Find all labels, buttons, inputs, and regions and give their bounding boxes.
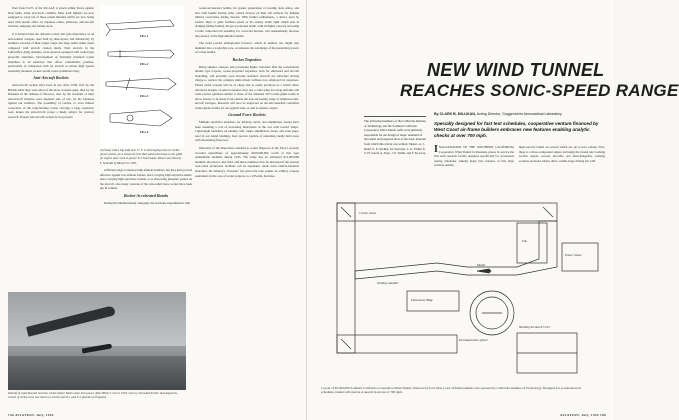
- article-subhead: Specially designed for fast test schedules, cooperative venture financed by West Coast air-frame builders embraces new features enabling analytic checks at over 700 mph.: [434, 121, 599, 138]
- section-heading: Anti-Aircraft Rockets: [33, 75, 69, 81]
- left-column-2: [195, 6, 299, 410]
- figure-label: FIG-2: [140, 62, 149, 66]
- page-footer: AVIATION, July, 1945 186: [560, 413, 606, 417]
- diagram-label: Model: [477, 263, 486, 267]
- figure-label: FIG-4: [140, 130, 149, 134]
- credits-sidebar: [364, 116, 426, 156]
- figure-label: FIG-3: [140, 94, 149, 98]
- left-column-1: [8, 6, 94, 288]
- wind-tunnel-diagram: [317, 183, 607, 408]
- figure-label: FIG-1: [140, 34, 149, 38]
- paragraph: fired from P-47's of the 9th AAF, it struck telling blows against Nazi tanks, trains and truck columns. Most AAF fighters are now equipped to carry ten of these potent missiles which are now being used with deadly effect on Japanese armor, pillboxes, anti-aircraft batteries, shipping and rolling stock.: [8, 6, 94, 29]
- left-page: [0, 0, 307, 420]
- page-footer: 156 AVIATION, July, 1945: [8, 413, 54, 417]
- drop-cap: I: [434, 144, 438, 155]
- right-column-3: [519, 145, 605, 183]
- diagram-label: Fan: [522, 239, 528, 243]
- paragraph: rocket-accelerated bombs, for greater penetration of warship deck armor, and also with bombs having radio control devices on their tail surfaces for making limited corrections during descent. With further refinements, a device used by surface ships to glide bombers (such as the enemy bomb sight which aids in dodging falling bombs), the jet-accelerated bomb, with its higher velocity and using a radio controlled tail assembly for corrected descent, will tremendously increase the potency of the high altitude bomber.: [195, 6, 299, 38]
- credits-text: The following members of the California Institute of Technology and the Southern California Cooperative Wind Tunnel staffs were primarily responsible for the design of major elements of the tunnel and prepared most of the basic material from which this article was written: Messrs. A. L. Klein, E. E. Sechler, M. Serrurier, L. G. Fisher, E. V. H. Sorell, A. Fejer, J. E. Smith, and F. M. Gray.: [364, 119, 426, 156]
- paragraph: NAUGURATION OF THE SOUTHERN CALIFORNIA Cooperative Wind Tunnel in Pasadena places in service the first such research facility designed specifically for accelerated testing schedules. Among many new features of this large variable-density,: [434, 145, 514, 168]
- right-column-2: [434, 145, 514, 183]
- diagram-caption: Layout of $3,500,000 Southern California Cooperative Wind Tunnel, financed by four West Coast airframe builders and operated by California Institute of Technology. Designed for accelerated test schedules, tunnel will operate at speeds in excess of 700 mph.: [321, 386, 582, 395]
- figure-caption: Germany had a big lead over U. S. in developing anti-air rocket power plants, as is shown by this Nazi patent drawing on the glide jet engine later used to power P-1 Nazi bomb. Patent was filed by F. Schmidt of Munich in 1931.: [100, 148, 183, 165]
- author-role: Acting Director, Guggenheim Aeronautical Laboratory: [476, 112, 562, 116]
- photo-caption: Takeoff of experimental German rocket before Nazis came into power. After Hitler's rise in 1933, secrecy shrouded further developments, results of which were not shown to world until P-1 and F-2 attacks on England.: [8, 391, 178, 400]
- paragraph: sufficient range to menace high altitude bombers, but they have proved effective against low altitude attacks, since carrying high explosive shells, since carrying high explosive rounds, or as showering phosphor pellets on the aircraft, also many versions of the wire-tailed more rocket have been put in combat.: [100, 168, 193, 191]
- left-column-3: [100, 168, 192, 210]
- article-title-line2: REACHES SONIC-SPEED RANGE: [400, 81, 679, 100]
- author-name: By CLARK B. MILLIKAN,: [434, 112, 476, 116]
- section-heading: Ground Force Rockets: [228, 112, 266, 118]
- paragraph: Being simpler, cheaper, and possessing higher velocities than the conventional marine type torpedo, rocket-propelled torpedoes, both for shipboard and aircraft launching, will probably soon become standard. Aircraft are solid-fuel driving charge to replace the complex shaft-driven turbines now employed in torpedoes. Future aerial torpedo will be as cheap and as easily produced as a bomb. More advanced designs of aerial torpedoes may use a wide-wing low-drag airframe and radio-control guidance similar to those of the Standard 2U3 rocket-glider bomb in allow attacks to be made from outside the ever-increasing range of shipboard anti-aircraft barrages. Research will now be neglected on aircraft-launched controlled rocket-glider bombs for use against land, as well as marine, targets.: [195, 64, 299, 110]
- paragraph: Multiple rapid-fire launchers for infantry, naval, and amphibious attacks have been assuming a role of increasing importance as the war rolls toward Tokyo. Lightweight launchers on landing craft, tanks, amphibious trucks, and even jeeps, used in our island landings, have proven capable of saturating enemy held areas with devastating firepower.: [195, 120, 299, 143]
- paragraph: The trend toward underground factories, which in number one might turn mankind into a troglodyte race, accentuates the advantage of the penetrating power of rocket bombs.: [195, 41, 299, 55]
- section-heading: Rocket Torpedoes: [232, 56, 262, 62]
- diagram-label: Laboratory Bldg.: [411, 298, 434, 302]
- paragraph: It is believed that the airborne rocket will gain importance as an anti-bomber weapon, used both by interceptors and defensively by bombers, because of their longer range and large lethal radius when compared with aircraft cannon shells. Nazi aircraft, in the Luftwaffe's dying attempts, were reported equipped with rocket-type projectile launchers. Development of internally mounted rocket launchers is an endeavor that offers considerable promise, particularly in connection with jet aircraft at whose high speeds externally mounted rockets would create prohibitive drag.: [8, 31, 94, 73]
- rocket-takeoff-photo: [8, 292, 186, 390]
- diagram-label: Power house: [565, 253, 582, 257]
- paragraph: Anti-aircraft rockets have been in use since 1939, first by the British while they were short of the more accurate guns, then by the Russians in the defense of Moscow, later by the Germans as their anti-aircraft batteries were depleted and, of late, by the Japanese against our bombers. The possibility of control, or even limited correction, of the long-burning rocket carrying a large explosive load, makes the anti-aircraft rocket a likely subject for postwar research. Present anti-aircraft rockets do not possess: [8, 82, 94, 120]
- diagram-label: Working Section 8.5'x12': [519, 325, 551, 329]
- patent-figures: [100, 6, 184, 148]
- paragraph: During the Mediterranean campaign, the Germans experimented with: [104, 200, 191, 205]
- diagram-label: Decompression sphere: [459, 338, 488, 342]
- byline: [434, 112, 562, 116]
- diagram-label: Settling chamber: [377, 281, 399, 285]
- article-title-line1: NEW WIND TUNNEL: [427, 60, 605, 80]
- paragraph: high-velocity tunnel are several which are, up to now, unique. First, there is a three-component sphere enclosing the model and working section region; second, movable and interchangeable working sections on model tables; third, a multi-stage driving fan with: [519, 145, 605, 163]
- section-heading: Rocket-Accelerated Bombs: [123, 192, 169, 198]
- paragraph: Indicative of the importance attached to rocket firepower is the Navy's recently revealed expenditure of approximately $100,000,000 worth of this type ammunition monthly during 1945. The Army has an estimated $12,000,000 monthly allocated to this field, and these estimates may be increased if the already over-taxed production facilities can be expanded. Aside from vehicle-mounted launchers, the infantry's "bazooka" has given the lone soldier an artillery weapon equivalent, in the case of rocket projects, to a 105-mm. howitzer.: [195, 146, 299, 178]
- right-page: [307, 0, 679, 420]
- diagram-label: Corner vanes: [359, 211, 377, 215]
